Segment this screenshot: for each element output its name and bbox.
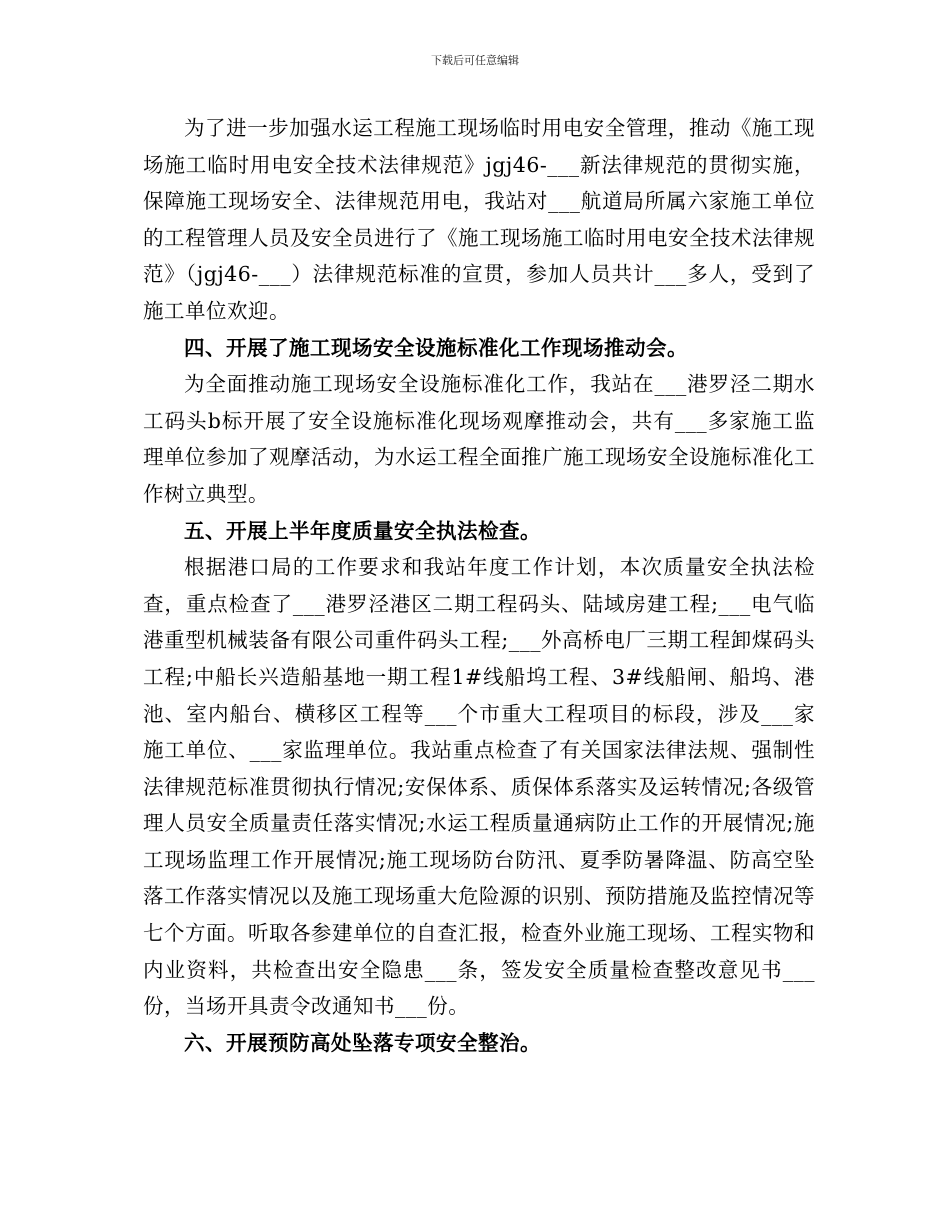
section-heading-6: 六、开展预防高处坠落专项安全整治。 <box>184 1030 541 1055</box>
paragraph-inspection: 根据港口局的工作要求和我站年度工作计划，本次质量安全执法检查，重点检查了___港罗泾港区二期工程码头、陆域房建工程;___电气临港重型机械装备有限公司重件码头工程;___外高桥电厂三期工程卸煤码头工程;中船长兴造船基地一期工程1#线船坞工程、3#线船闸、船坞、港池、室内船台、横移区工程等___个市重大工程项目的标段，涉及___家施工单位、___家监理单位。我站重点检查了有关国家法律法规、强制性法律规范标准贯彻执行情况;安保体系、质保体系落实及运转情况;各级管理人员安全质量责任落实情况;水运工程质量通病防止工作的开展情况;施工现场监理工作开展情况;施工现场防台防汛、夏季防暑降温、防高空坠落工作落实情况以及施工现场重大危险源的识别、预防措施及监控情况等七个方面。听取各参建单位的自查汇报，检查外业施工现场、工程实物和内业资料，共检查出安全隐患___条，签发安全质量检查整改意见书___份，当场开具责令改通知书___份。 <box>143 555 815 1019</box>
document-body <box>143 110 815 1061</box>
section-heading-4: 四、开展了施工现场安全设施标准化工作现场推动会。 <box>184 335 688 360</box>
section-heading-5: 五、开展上半年度质量安全执法检查。 <box>184 518 541 543</box>
paragraph-electricity-safety: 为了进一步加强水运工程施工现场临时用电安全管理，推动《施工现场施工临时用电安全技术法律规范》jgj46-___新法律规范的贯彻实施，保障施工现场安全、法律规范用电，我站对___航道局所属六家施工单位的工程管理人员及安全员进行了《施工现场施工临时用电安全技术法律规范》（jgj46-___）法律规范标准的宣贯，参加人员共计___多人，受到了施工单位欢迎。 <box>143 116 815 323</box>
paragraph-standardization: 为全面推动施工现场安全设施标准化工作，我站在___港罗泾二期水工码头b标开展了安全设施标准化现场观摩推动会，共有___多家施工监理单位参加了观摩活动，为水运工程全面推广施工现场安全设施标准化工作树立典型。 <box>143 372 815 506</box>
page-header: 下载后可任意编辑 <box>431 54 519 67</box>
